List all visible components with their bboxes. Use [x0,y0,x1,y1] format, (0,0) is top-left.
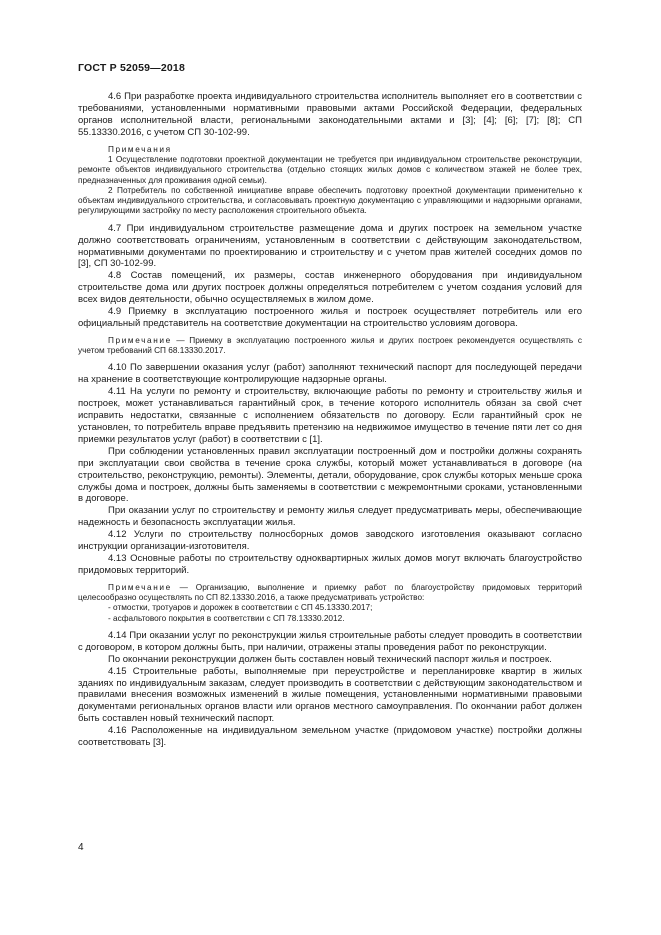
note-list-item: - отмостки, тротуаров и дорожек в соответствии с СП 45.13330.2017; [108,603,373,613]
clause-4-6: 4.6 При разработке проекта индивидуального строительства исполнитель выполняет его в соответствии с требованиями, установленными нормативными правовыми актами Российской Федерации, федеральных органов исполнительной власти, региональными законодательными актами и [3]; [4]; [6]; [7]; [8]; СП 55.13330.2016, с учетом СП 30-102-99. [78,91,582,138]
clause-4-9: 4.9 Приемку в эксплуатацию построенного жилья и построек осуществляет потребитель или его официальный представитель на соответствие документации на строительство условиям договора. [78,306,582,329]
clause-4-14: 4.14 При оказании услуг по реконструкции жилья строительные работы следует проводить в соответствии с договором, в котором должны быть, при наличии, отражены этапы проведения работ по реконструкции. [78,629,582,653]
note-landscaping [78,583,582,604]
clause-4-7: 4.7 При индивидуальном строительстве размещение дома и других построек на земельном участке должно соответствовать ограничениям, установленным в соответствии с действующим законодательством, нормативными документами по проектированию и строительству и с учетом прав жителей соседних домов по [3], СП 30-102-99. [78,222,582,270]
clause-4-13: 4.13 Основные работы по строительству одноквартирных жилых домов могут включать благоустройство придомовых территорий. [78,552,582,576]
paragraph-compliance: При соблюдении установленных правил эксплуатации построенный дом и постройки должны сохранять при эксплуатации свои свойства в течение срока службы, который может устанавливаться в договоре (на строительство, реконструкцию, ремонты). Элементы, детали, оборудование, срок службы которых меньше срока службы дома и построек, должны быть заменяемы в соответствии с межремонтными сроками, установленными в договоре. [78,445,582,505]
note-text: — Организацию, выполнение и приемку работ по благоустройству придомовых территорий целесообразно осуществлять по СП 82.13330.2016, а также предусматривать устройство: [78,582,582,603]
note-label: Примечание [108,335,172,345]
notes-heading: Примечания [108,144,172,154]
note-acceptance [78,336,582,357]
clause-4-16: 4.16 Расположенные на индивидуальном земельном участке (придомовом участке) постройки должны соответствовать [3]. [78,725,582,749]
note-item-1: 1 Осуществление подготовки проектной документации не требуется при индивидуальном строительстве реконструкции, ремонте объектов индивидуального строительства (отдельно стоящих жилых домов с количеством этажей не более трех, предназначенных для проживания одной семьи). [78,154,582,185]
clause-4-11: 4.11 На услуги по ремонту и строительству, включающие работы по ремонту и строительству жилья и построек, может устанавливаться гарантийный срок, в течение которого исполнитель обязан за свой счет исправить недостатки, связанные с исполнением обязательств по договору. Если гарантийный срок не установлен, то потребитель вправе предъявить претензию на недвижимое имущество в течение пяти лет со дня приемки результатов услуг (работ) в соответствии с [1]. [78,386,582,445]
note-item-2: 2 Потребитель по собственной инициативе вправе обеспечить подготовку проектной документации применительно к объектам индивидуального строительства, и согласовывать проектную документацию с управляющими и надзорными органами, регулирующими застройку по месту расположения строительного объекта. [78,185,582,216]
clause-4-8: 4.8 Состав помещений, их размеры, состав инженерного оборудования при индивидуальном строительстве дома или других построек должны определяться потребителем с учетом создания условий для всех видов деятельности, обычно осуществляемых в жилом доме. [78,270,582,306]
page-body [78,91,582,749]
note-list-item: - асфальтового покрытия в соответствии с СП 78.13330.2012. [108,613,345,623]
clause-4-12: 4.12 Услуги по строительству полносборных домов заводского изготовления оказывают согласно инструкции организации-изготовителя. [78,529,582,553]
paragraph-reconstruction-end: По окончании реконструкции должен быть составлен новый технический паспорт жилья и построек. [108,653,552,665]
note-text: — Приемку в эксплуатацию построенного жилья и других построек рекомендуется осуществлять с учетом требований СП 68.13330.2017. [78,335,582,356]
clause-4-10: 4.10 По завершении оказания услуг (работ) заполняют технический паспорт для последующей передачи на хранение в соответствующие контролирующие надзорные органы. [78,362,582,386]
document-code: ГОСТ Р 52059—2018 [78,62,186,74]
clause-4-15: 4.15 Строительные работы, выполняемые при переустройстве и перепланировке квартир в жилых зданиях по индивидуальным заказам, следует производить в соответствии с действующим законодательством и правилами внесения возможных изменений в жилые помещения, установленными нормативными правовыми документами региональных органов власти или органов местного самоуправления. По окончании работ должен быть составлен новый технический паспорт. [78,665,582,725]
paragraph-measures: При оказании услуг по строительству и ремонту жилья следует предусматривать меры, обеспечивающие надежность и безопасность эксплуатации жилья. [78,505,582,529]
note-label: Примечание [108,582,172,592]
page-number: 4 [78,842,84,853]
